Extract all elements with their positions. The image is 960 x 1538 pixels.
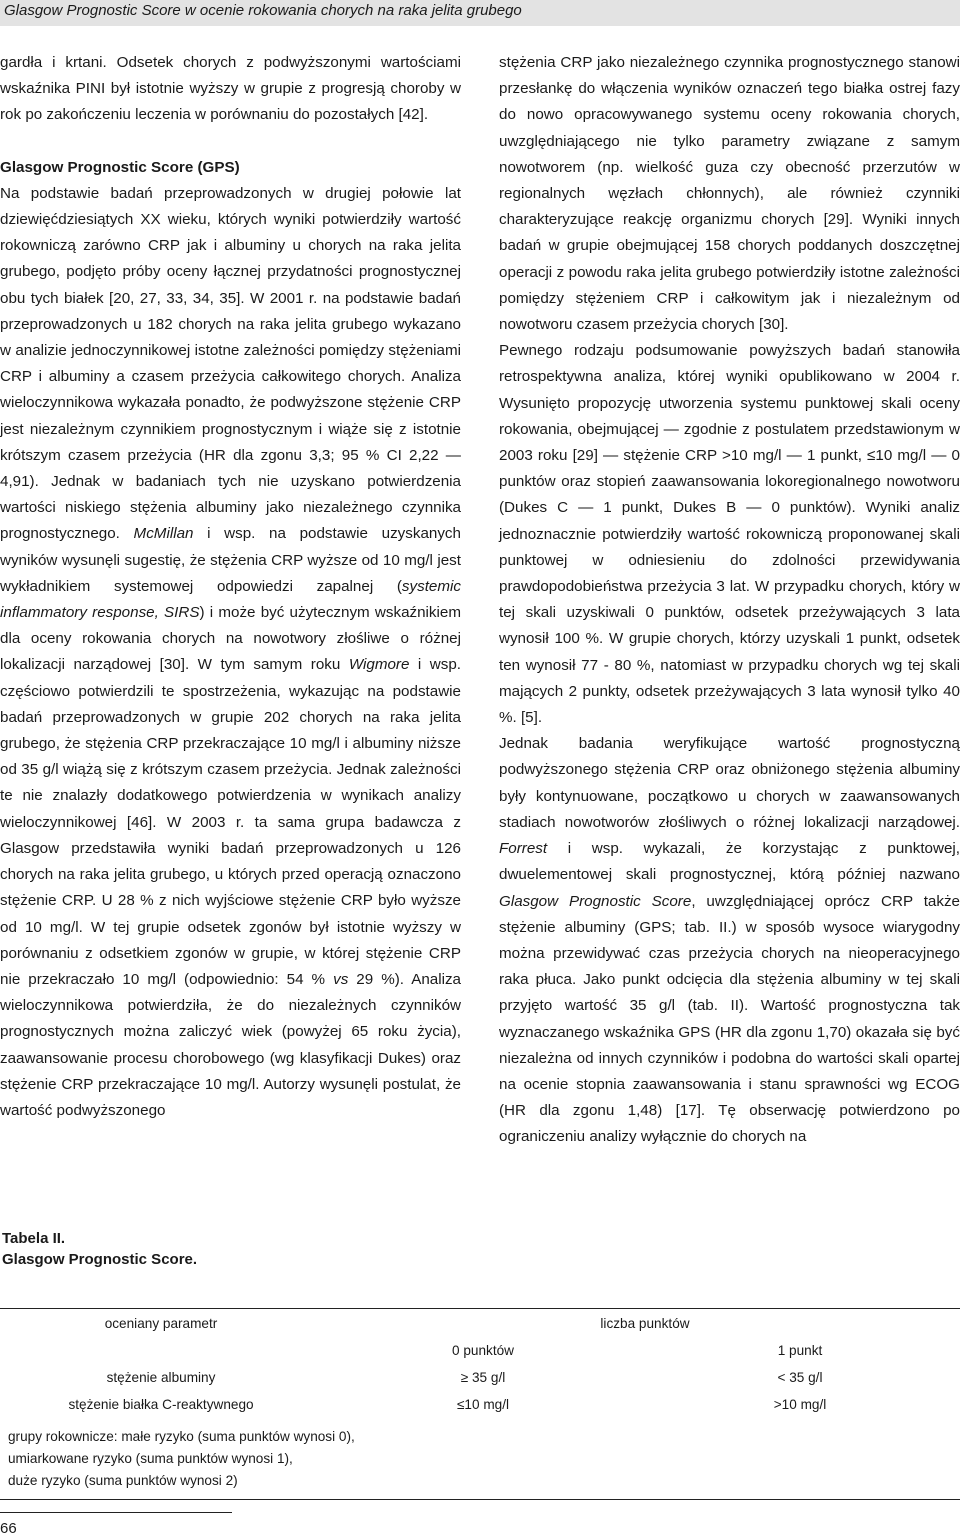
- table-cell-one: < 35 g/l: [777, 1370, 823, 1385]
- text-run: , uwzględniającej oprócz CRP także stężenie albuminy (GPS; tab. II.) w sposób wysoce wiarygodny można przewidywać czas przeżycia chorych na nieoperacyjnego raka płuca. Jako punkt odcięcia dla stężenia albuminy w tej skali przyjęto wartość 35 g/l (tab. II). Wartość prognostyczna tak wyznaczanego wskaźnika GPS (HR dla zgonu 1,70) okazała się być niezależna od innych czynników i podobna do wartości skali opartej na ocenie stopnia zaawansowania i stanu sprawności wg ECOG (HR dla zgonu 1,48) [17]. Tę obserwację potwierdzono po ograniczeniu analizy wyłącznie do chorych na: [499, 892, 960, 1146]
- table-caption: [2, 1228, 197, 1270]
- left-column: [0, 50, 461, 1124]
- text-run: i wsp. wykazali, że korzystając z punktowej, dwuelementowej skali prognostycznej, którą później nazwano: [499, 840, 960, 884]
- term: Glasgow Prognostic Score: [499, 892, 692, 910]
- term: systemic inflammatory response, SIRS: [0, 577, 461, 622]
- author-name: Forrest: [499, 840, 548, 858]
- running-header: [0, 0, 960, 26]
- paragraph-gap: [0, 129, 461, 155]
- table-subheader-one: 1 punkt: [777, 1343, 823, 1358]
- author-name: McMillan: [133, 525, 194, 543]
- right-column: [499, 50, 960, 1151]
- table-cell-param: stężenie albuminy: [106, 1370, 216, 1385]
- table-cell-param: stężenie białka C-reaktywnego: [68, 1397, 254, 1412]
- text-run: Na podstawie badań przeprowadzonych w drugiej połowie lat dziewięćdziesiątych XX wieku, których wyniki potwierdziły wartość rokowniczą zarówno CRP jak i albuminy u chorych na raka jelita grubego, podjęto próby oceny łącznej przydatności prognostycznej obu tych białek [20, 27, 33, 34, 35]. W 2001 r. na podstawie badań przeprowadzonych u 182 chorych na raka jelita grubego wykazano w analizie jednoczynnikowej istotne zależności pomiędzy stężeniami CRP i albuminy a czasem przeżycia całkowitego chorych. Analiza wieloczynnikowa wykazała ponadto, że podwyższone stężenie CRP jest niezależnym czynnikiem prognostycznym i wiąże się z istotnie krótszym czasem przeżycia (HR dla zgonu 3,3; 95 % CI 2,22 — 4,91). Jednak w badaniach tych nie uzyskano potwierdzenia wartości niskiego stężenia albuminy jako niezależnego czynnika prognostycznego.: [0, 184, 461, 543]
- table-bottom-rule: [0, 1499, 960, 1500]
- page-number: 66: [0, 1520, 17, 1537]
- text-run: Jednak badania weryfikujące wartość prognostyczną podwyższonego stężenia CRP oraz obniżonego stężenia albuminy były kontynuowane, początkowo u chorych w zaawansowanych stadiach nowotworów złośliwych o różnej lokalizacji narządowej.: [499, 735, 960, 831]
- table-top-rule: [0, 1308, 960, 1309]
- table-cell-zero: ≤10 mg/l: [456, 1397, 510, 1412]
- table-footnote: [8, 1426, 355, 1492]
- table-cell-one: >10 mg/l: [773, 1397, 827, 1412]
- paragraph: Pewnego rodzaju podsumowanie powyższych badań stanowiła retrospektywna analiza, której wyniki opublikowano w 2004 r. Wysunięto propozycję utworzenia systemu punktowej skali oceny rokowania, obejmującej — zgodnie z postulatem przedstawionym w 2003 roku [29] — stężenie CRP >10 mg/l — 1 punkt, ≤10 mg/l — 0 punktów oraz stopień zaawansowania lokoregionalnego nowotworu (Dukes C — 1 punkt, Dukes B — 0 punktów). Wyniki analiz jednoznacznie potwierdziły wartość rokowniczą proponowanej skali punktowej w odniesieniu do zdolności przewidywania prawdopodobieństwa przeżycia 3 lat. W przypadku chorych, który w tej skali uzyskiwali 0 punktów, odsetek przeżywających 3 lata wynosił 100 %. W grupie chorych, którzy uzyskali 1 punkt, odsetek ten wynosił 77 - 80 %, natomiast w przypadku chorych wg tej skali mających 2 punkty, odsetek przeżywających 3 lata wynosił tylko 40 %. [5].: [499, 342, 960, 727]
- text-run: i wsp. na podstawie uzyskanych wyników wysunęli sugestię, że stężenia CRP wyższe od 10 mg/l jest wykładnikiem systemowej odpowiedzi zapalnej (: [0, 525, 461, 595]
- footnote-line: grupy rokownicze: małe ryzyko (suma punktów wynosi 0),: [8, 1429, 355, 1444]
- paragraph: stężenia CRP jako niezależnego czynnika prognostycznego stanowi przesłankę do włączenia wyników oznaczeń tego białka ostrej fazy do nowo opracowywanego systemu oceny rokowania chorych, uwzględniającego nie tylko parametry związane z samym nowotworem (np. wielkość guza czy obecność przerzutów w regionalnych węzłach chłonnych), ale również czynniki charakteryzujące reakcję organizmu chorych [29]. Wyniki innych badań w grupie obejmującej 158 chorych poddanych doszczętnej operacji z powodu raka jelita grubego potwierdziły istotne zależności pomiędzy stężeniem CRP i całkowitym jak i niezależnym od nowotworu czasem przeżycia chorych [30].: [499, 54, 960, 334]
- paragraph: [0, 181, 461, 1124]
- text-run: ) i może być użytecznym wskaźnikiem dla oceny rokowania chorych na nowotwory złośliwe o różnej lokalizacji narządowej [30]. W tym samym roku: [0, 604, 461, 674]
- paragraph: gardła i krtani. Odsetek chorych z podwyższonymi wartościami wskaźnika PINI był istotnie wyższy w grupie z progresją choroby w rok po zakończeniu leczenia w porównaniu do pozostałych [42].: [0, 54, 461, 124]
- text-run: i wsp. częściowo potwierdzili te spostrzeżenia, wykazując na podstawie badań przeprowadzonych w grupie 202 chorych na raka jelita grubego, że stężenia CRP przekraczające 10 mg/l i albuminy niższe od 35 g/l wiążą się z krótszym czasem przeżycia. Jednak zależności te nie znalazły dodatkowego potwierdzenia w wynikach analizy wieloczynnikowej [46]. W 2003 r. ta sama grupa badawcza z Glasgow przedstawiła wyniki badań przeprowadzonych u 126 chorych na raka jelita grubego, u których przed operacją oznaczono stężenie CRP. U 28 % z nich wyjściowe stężenie CRP było wyższe od 10 mg/l. W tej grupie odsetek zgonów był istotnie wyższy w porównaniu z odsetkiem zgonów w grupie, w której stężenie CRP nie przekraczało 10 mg/l (odpowiednio: 54 %: [0, 656, 461, 988]
- table-caption-label: Tabela II.: [2, 1230, 66, 1247]
- table-caption-title: Glasgow Prognostic Score.: [2, 1251, 198, 1268]
- footnote-line: umiarkowane ryzyko (suma punktów wynosi 1),: [8, 1451, 293, 1466]
- term: vs: [333, 970, 349, 988]
- running-title: Glasgow Prognostic Score w ocenie rokowania chorych na raka jelita grubego: [4, 2, 522, 19]
- author-name: Wigmore: [348, 656, 410, 674]
- section-heading: Glasgow Prognostic Score (GPS): [0, 158, 240, 176]
- table-header-points: liczba punktów: [600, 1316, 690, 1331]
- paragraph: [499, 731, 960, 1150]
- footnote-line: duże ryzyko (suma punktów wynosi 2): [8, 1473, 238, 1488]
- text-run: 29 %). Analiza wieloczynnikowa potwierdziła, że do niezależnych czynników prognostycznych można zaliczyć wiek (powyżej 65 roku życia), zaawansowanie procesu chorobowego (wg klasyfikacji Dukes) oraz stężenie CRP przekraczające 10 mg/l. Autorzy wysunęli postulat, że wartość podwyższonego: [0, 970, 462, 1119]
- table-header-param: oceniany parametr: [104, 1316, 218, 1331]
- footer-rule: [0, 1512, 232, 1513]
- table-cell-zero: ≥ 35 g/l: [460, 1370, 506, 1385]
- table-subheader-zero: 0 punktów: [452, 1343, 514, 1358]
